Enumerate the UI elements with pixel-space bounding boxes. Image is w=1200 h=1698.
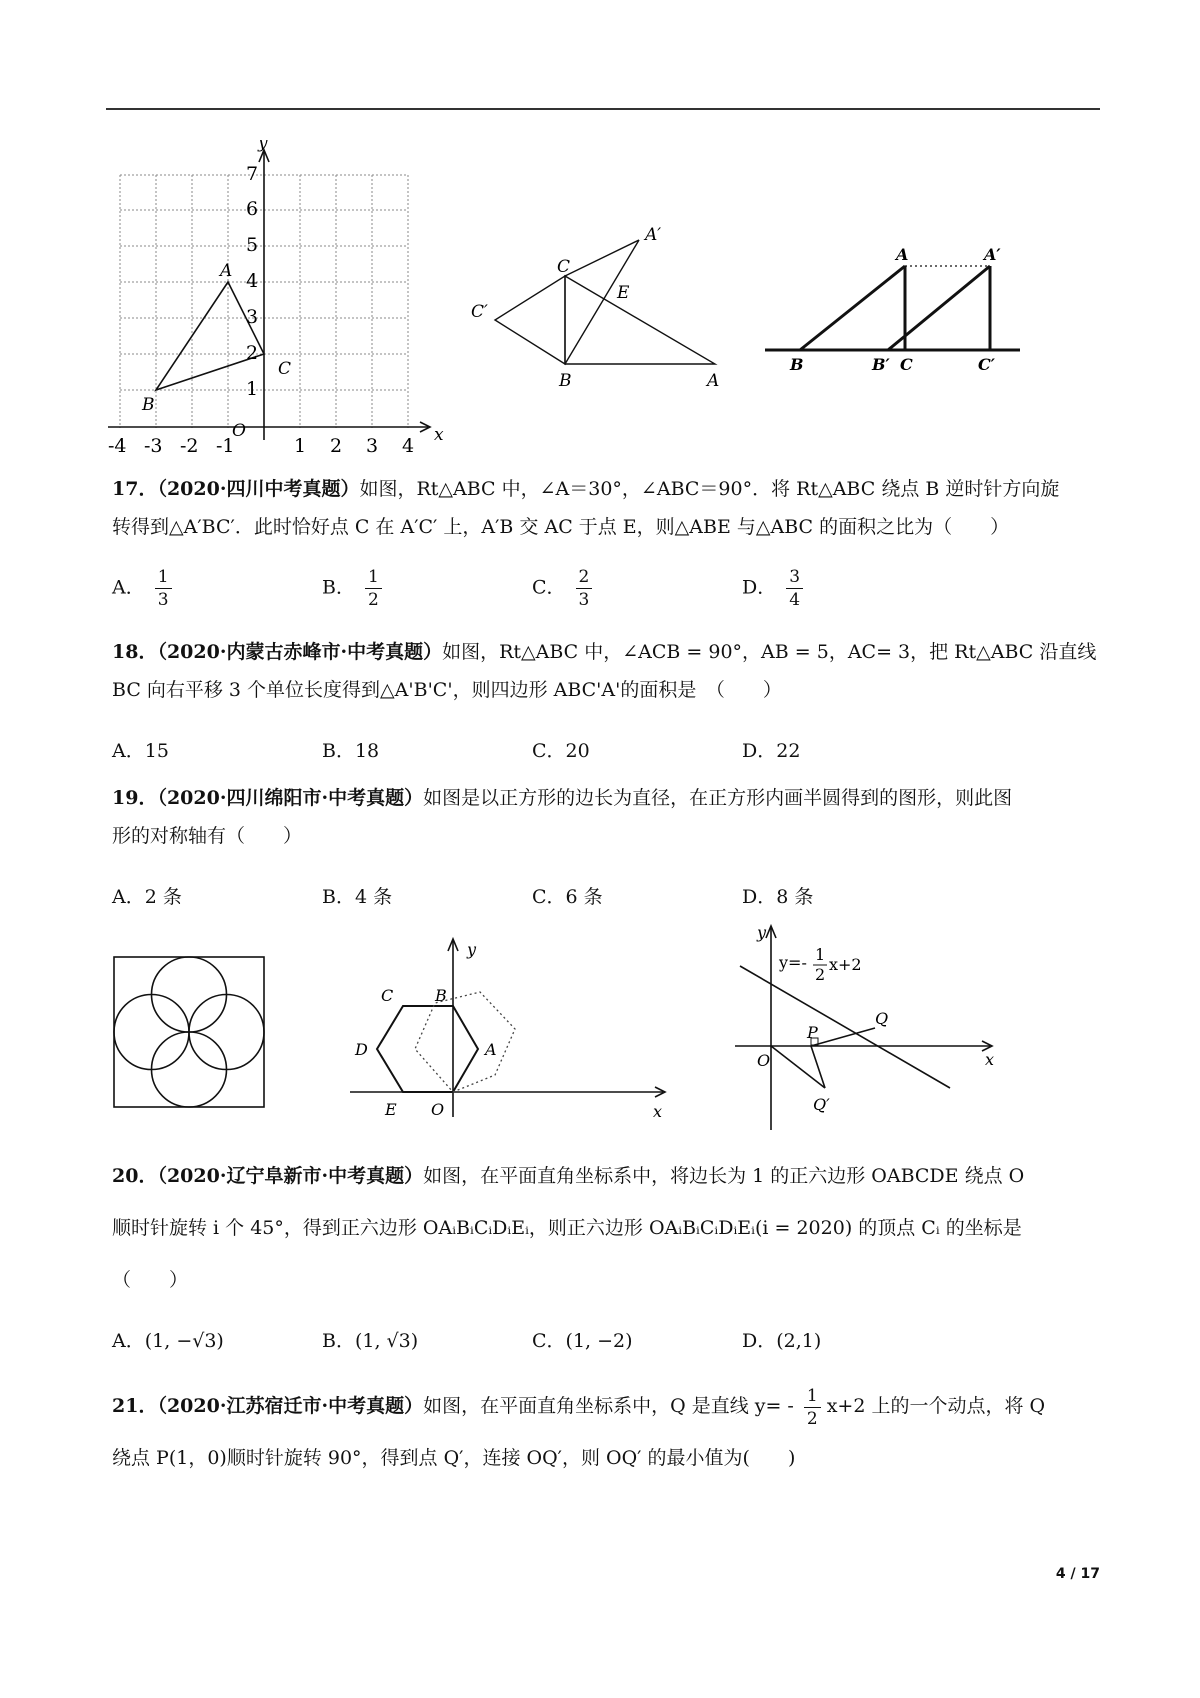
translation-figure xyxy=(760,240,1030,375)
question-text: 如图，Rt△ABC 中，∠A＝30°，∠ABC＝90°．将 Rt△ABC 绕点 B 逆时针方向旋 xyxy=(359,478,1060,500)
grid-xtick: 3 xyxy=(366,435,379,457)
line-rotation-figure xyxy=(735,920,1005,1135)
grid-xtick: -1 xyxy=(216,435,235,457)
page-number: 4 / 17 xyxy=(1055,1566,1100,1582)
line-label: Q′ xyxy=(813,1095,830,1114)
question-number: 17． xyxy=(112,478,158,500)
question-number: 19． xyxy=(112,787,158,809)
question-text: 转得到△A′BC′．此时恰好点 C 在 A′C′ 上，A′B 交 AC 于点 E，则△ABE 与△ABC 的面积之比为（ ） xyxy=(112,516,1010,538)
hex-label: y xyxy=(467,940,477,959)
question-text: 顺时针旋转 i 个 45°，得到正六边形 OAᵢBᵢCᵢDᵢEᵢ，则正六边形 OAᵢBᵢCᵢDᵢEᵢ(i = 2020) 的顶点 Cᵢ 的坐标是 xyxy=(112,1217,1022,1239)
option-d[interactable]: D．(2,1) xyxy=(742,1330,822,1352)
option-c[interactable]: C．6 条 xyxy=(532,886,603,908)
trans-label: C xyxy=(900,355,913,374)
question-text: 形的对称轴有（ ） xyxy=(112,825,303,847)
question-text: 如图，在平面直角坐标系中，将边长为 1 的正六边形 OABCDE 绕点 O xyxy=(423,1165,1025,1187)
option-a[interactable]: A．15 xyxy=(112,740,169,762)
grid-xtick: -3 xyxy=(144,435,163,457)
hex-label: D xyxy=(355,1040,368,1059)
square-semicircle-figure xyxy=(112,955,266,1109)
line-label: y xyxy=(757,923,767,942)
grid-axis-y: y xyxy=(258,140,268,153)
rot-label: A′ xyxy=(645,225,662,245)
line-label: y=- xyxy=(779,953,807,972)
question-text: 绕点 P(1，0)顺时针旋转 90°，得到点 Q′，连接 OQ′，则 OQ′ 的最小值为( ) xyxy=(112,1447,796,1469)
grid-ytick: 1 xyxy=(246,378,259,400)
question-text: 如图是以正方形的边长为直径，在正方形内画半圆得到的图形，则此图 xyxy=(423,787,1013,809)
question-text: 如图，Rt△ABC 中，∠ACB = 90°，AB = 5，AC= 3，把 Rt△ABC 沿直线 xyxy=(442,641,1097,663)
rot-label: B xyxy=(559,371,572,391)
hex-label: x xyxy=(653,1102,663,1120)
line-label: x xyxy=(985,1050,995,1069)
grid-axis-x: x xyxy=(434,425,444,445)
rotation-figure xyxy=(465,220,735,395)
question-source: （2020·江苏宿迁市·中考真题） xyxy=(157,1395,424,1417)
fraction: $\frac{1}{2}$ xyxy=(804,1385,821,1430)
question-20 xyxy=(112,1150,1102,1306)
rot-label: A xyxy=(707,371,720,391)
question-18 xyxy=(112,633,1102,709)
option-d[interactable]: D． $\frac{3}{4}$ xyxy=(742,566,803,611)
question-number: 18． xyxy=(112,641,158,663)
hex-label: B xyxy=(435,986,447,1005)
question-source: （2020·辽宁阜新市·中考真题） xyxy=(157,1165,424,1187)
question-source: （2020·内蒙古赤峰市·中考真题） xyxy=(157,641,443,663)
question-19 xyxy=(112,779,1102,855)
trans-label: A xyxy=(896,245,909,264)
grid-xtick: 2 xyxy=(330,435,343,457)
grid-ytick: 4 xyxy=(246,270,259,292)
hex-label: A xyxy=(485,1040,497,1059)
grid-ytick: 7 xyxy=(246,163,259,185)
grid-ytick: 6 xyxy=(246,198,259,220)
grid-origin: O xyxy=(232,421,246,441)
line-label: 2 xyxy=(815,965,826,984)
option-b[interactable]: B．4 条 xyxy=(322,886,393,908)
question-17-options xyxy=(112,566,1012,616)
grid-label-c: C xyxy=(278,359,292,379)
grid-xtick: 1 xyxy=(294,435,307,457)
grid-xtick: 4 xyxy=(402,435,415,457)
question-text: x+2 上的一个动点，将 Q xyxy=(826,1395,1046,1417)
option-b[interactable]: B． $\frac{1}{2}$ xyxy=(322,566,382,611)
grid-ytick: 5 xyxy=(246,234,259,256)
question-20-options xyxy=(112,1326,1012,1376)
rot-label: C xyxy=(557,257,571,277)
option-c[interactable]: C．20 xyxy=(532,740,590,762)
hex-label: O xyxy=(431,1100,445,1119)
line-label: 1 xyxy=(815,945,826,964)
option-a[interactable]: A． $\frac{1}{3}$ xyxy=(112,566,172,611)
grid-ytick: 2 xyxy=(246,342,259,364)
header-rule xyxy=(106,108,1100,110)
trans-label: B xyxy=(790,355,804,374)
question-text: BC 向右平移 3 个单位长度得到△A'B'C'，则四边形 ABC'A'的面积是 （ ） xyxy=(112,679,782,701)
hex-label: C xyxy=(381,986,394,1005)
hex-label: E xyxy=(385,1100,397,1119)
question-text: 如图，在平面直角坐标系中，Q 是直线 y= - xyxy=(423,1395,794,1417)
grid-figure xyxy=(108,140,453,460)
question-17 xyxy=(112,470,1102,546)
trans-label: B′ xyxy=(872,355,890,374)
line-label: x+2 xyxy=(829,955,862,974)
question-source: （2020·四川绵阳市·中考真题） xyxy=(157,787,424,809)
line-label: O xyxy=(757,1051,771,1070)
option-d[interactable]: D．22 xyxy=(742,740,801,762)
grid-xtick: -2 xyxy=(180,435,199,457)
option-c[interactable]: C．(1, −2) xyxy=(532,1330,633,1352)
grid-label-a: A xyxy=(220,261,233,281)
hexagon-figure xyxy=(345,935,670,1120)
line-label: Q xyxy=(875,1009,889,1028)
rot-label: E xyxy=(617,283,630,303)
option-d[interactable]: D．8 条 xyxy=(742,886,814,908)
rot-label: C′ xyxy=(471,302,488,322)
question-source: （2020·四川中考真题） xyxy=(157,478,360,500)
grid-ytick: 3 xyxy=(246,306,259,328)
option-b[interactable]: B．(1, √3) xyxy=(322,1330,419,1352)
option-b[interactable]: B．18 xyxy=(322,740,380,762)
trans-label: C′ xyxy=(978,355,995,374)
option-c[interactable]: C． $\frac{2}{3}$ xyxy=(532,566,592,611)
trans-label: A′ xyxy=(984,245,1001,264)
question-text: （ ） xyxy=(112,1269,189,1291)
question-number: 21． xyxy=(112,1395,158,1417)
option-a[interactable]: A．2 条 xyxy=(112,886,182,908)
line-label: P xyxy=(807,1023,818,1042)
question-number: 20． xyxy=(112,1165,158,1187)
grid-xtick: -4 xyxy=(108,435,127,457)
question-21 xyxy=(112,1380,1102,1484)
grid-label-b: B xyxy=(142,395,155,415)
option-a[interactable]: A．(1, −√3) xyxy=(112,1330,224,1352)
